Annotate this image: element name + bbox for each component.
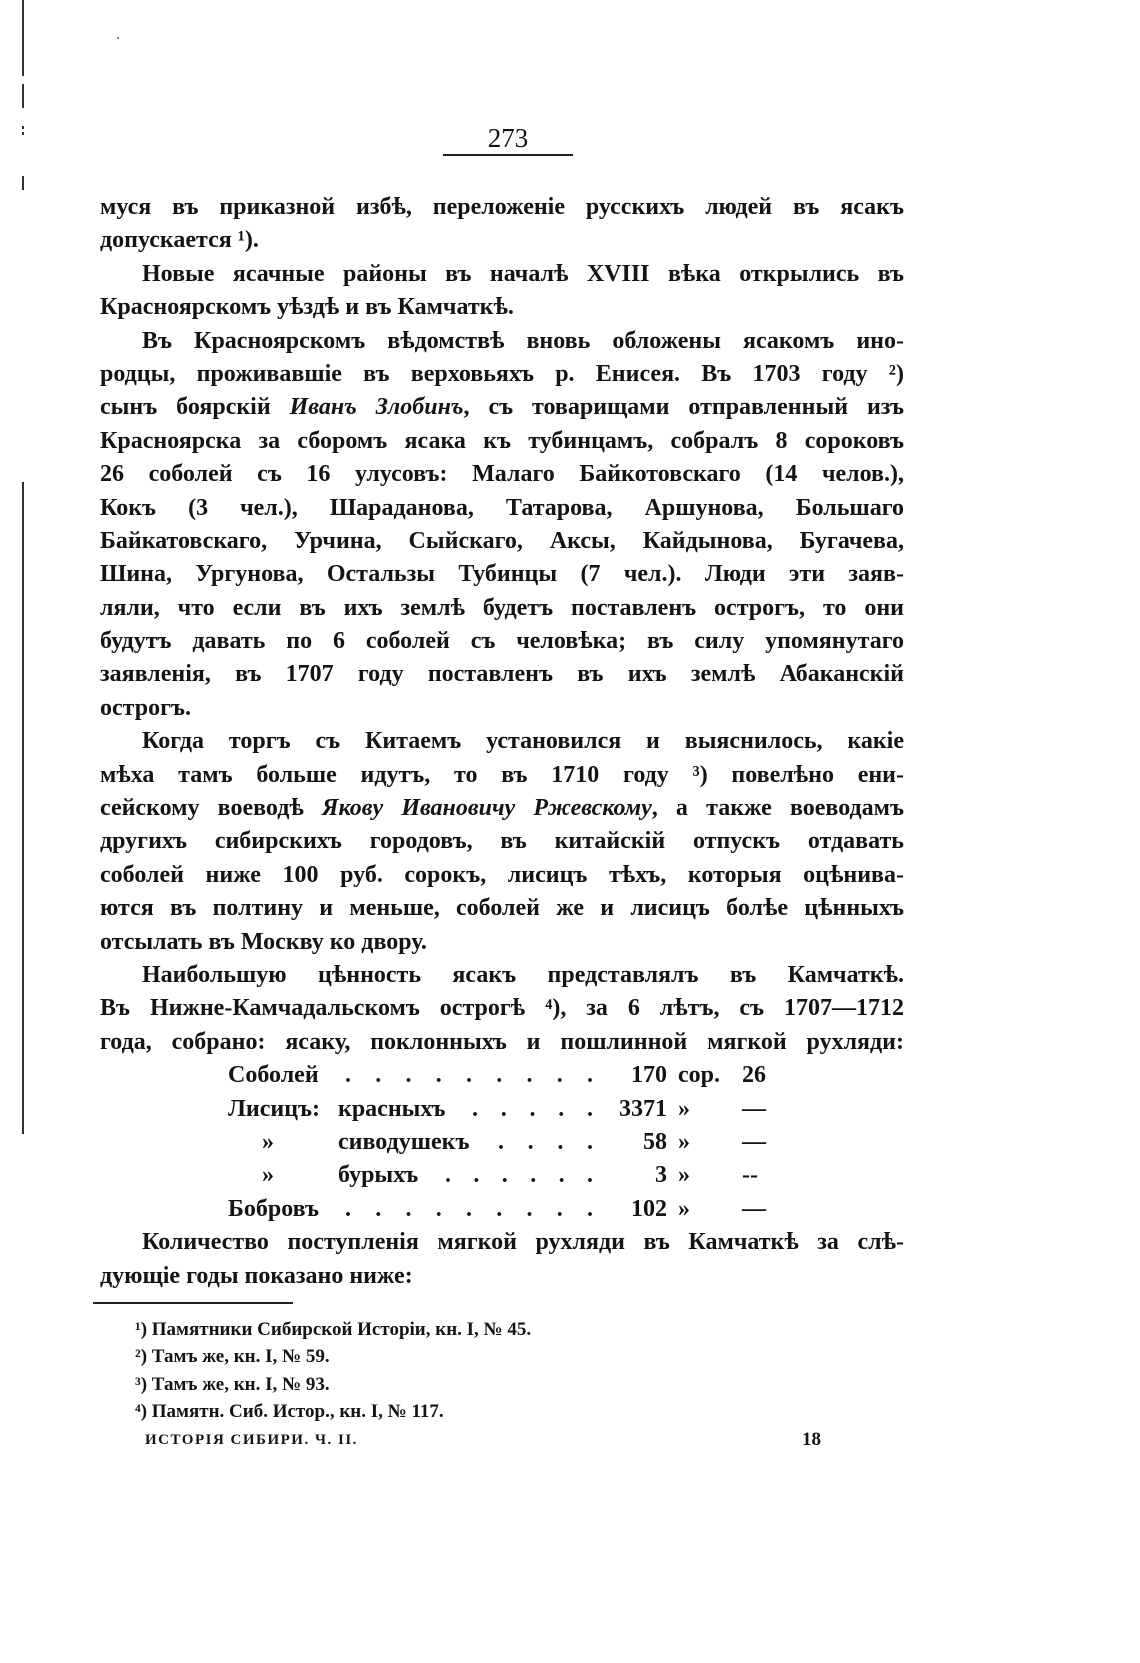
ledger-sublabel: красныхъ (338, 1095, 446, 1122)
ledger-extra: — (742, 1095, 766, 1122)
ledger-quantity: 102 (631, 1195, 667, 1222)
ledger-extra: 26 (742, 1062, 766, 1089)
text-line: Въ Нижне-Камчадальскомъ острогѣ ⁴), за 6 лѣтъ, съ 1707—1712 (100, 995, 904, 1022)
page-number: 273 (487, 123, 529, 153)
body-text (100, 191, 904, 1293)
ledger-unit: » (678, 1128, 690, 1155)
text-line: Кокъ (3 чел.), Шараданова, Татарова, Аршунова, Большаго (100, 494, 904, 521)
ledger-unit: сор. (678, 1062, 720, 1089)
text-line: ляли, что если въ ихъ землѣ будетъ поставленъ острогъ, то они (100, 594, 904, 621)
text-line: допускается ¹). (100, 227, 259, 254)
footnotes (135, 1316, 835, 1425)
scan-edge-mark (22, 0, 24, 76)
text-line: Наибольшую цѣнность ясакъ представлялъ въ Камчаткѣ. (142, 961, 904, 988)
footnote: ¹) Памятники Сибирской Исторіи, кн. I, № 45. (135, 1319, 532, 1340)
scan-speck (117, 37, 119, 39)
ledger-row (100, 1193, 904, 1226)
text-line: заявленія, въ 1707 году поставленъ въ ихъ землѣ Абаканскій (100, 661, 904, 688)
italic-name: Якову Ивановичу Ржевскому (321, 795, 652, 822)
text-segment: сейскому воеводѣ (100, 795, 322, 822)
text-line: Шина, Ургунова, Остальзы Тубинцы (7 чел.). Люди эти заяв- (100, 561, 904, 588)
text-line: отсылать въ Москву ко двору. (100, 928, 427, 955)
text-line: муся въ приказной избѣ, переложеніе русскихъ людей въ ясакъ (100, 194, 904, 220)
paragraph (100, 959, 904, 1059)
page-number-rule (443, 154, 573, 156)
scan-edge-mark (22, 176, 24, 190)
paragraph (100, 258, 904, 325)
text-line: Красноярскомъ уѣздѣ и въ Камчаткѣ. (100, 294, 514, 321)
ledger-unit: » (678, 1195, 690, 1222)
text-line: острогъ. (100, 694, 191, 721)
text-line (100, 792, 904, 825)
text-line: Въ Красноярскомъ вѣдомствѣ вновь обложены ясакомъ ино- (142, 327, 904, 354)
ledger-leader-dots: . . . . . . . . . (345, 1195, 593, 1222)
ledger-extra: -- (742, 1162, 758, 1189)
text-line: другихъ сибирскихъ городовъ, въ китайскій отпускъ отдавать (100, 828, 904, 855)
signature-title: ИСТОРІЯ СИБИРИ. Ч. II. (145, 1432, 358, 1448)
ledger-unit: » (678, 1162, 690, 1189)
scan-edge-mark (22, 482, 24, 1134)
ledger-sublabel: сиводушекъ (338, 1128, 470, 1155)
text-line: родцы, проживавшіе въ верховьяхъ р. Енисея. Въ 1703 году ²) (100, 360, 904, 387)
text-segment: , а также воеводамъ (651, 795, 904, 822)
footnote: ⁴) Памятн. Сиб. Истор., кн. I, № 117. (135, 1400, 444, 1422)
scan-edge-mark (22, 84, 24, 108)
ledger-row (100, 1159, 904, 1192)
ledger-label: Лисицъ: (228, 1095, 321, 1122)
ledger-unit: » (678, 1095, 690, 1122)
text-line: 26 соболей съ 16 улусовъ: Малаго Байкотовскаго (14 челов.), (100, 461, 904, 488)
text-segment: сынъ боярскій (100, 394, 290, 421)
ledger-extra: — (742, 1128, 766, 1155)
paragraph (100, 1226, 904, 1293)
text-line: года, собрано: ясаку, поклонныхъ и пошлинной мягкой рухляди: (100, 1028, 904, 1055)
paragraph (100, 325, 904, 726)
signature-sheet-number: 18 (802, 1429, 821, 1450)
text-line: дующіе годы показано ниже: (100, 1262, 413, 1289)
footnote-rule (93, 1302, 293, 1304)
ledger-quantity: 58 (643, 1128, 667, 1155)
ledger-label: » (262, 1162, 274, 1189)
italic-name: Иванъ Злобинъ (289, 394, 464, 421)
text-line: Количество поступленія мягкой рухляди въ Камчаткѣ за слѣ- (142, 1229, 904, 1256)
ledger-label: » (262, 1128, 274, 1155)
text-line: соболей ниже 100 руб. сорокъ, лисицъ тѣхъ, которыя оцѣнива- (100, 861, 904, 888)
text-line: Байкатовскаго, Урчина, Сыйскаго, Аксы, Кайдынова, Бугачева, (100, 527, 904, 554)
footnote: ²) Тамъ же, кн. I, № 59. (135, 1346, 330, 1368)
ledger-label: Соболей (228, 1062, 319, 1089)
text-line: Красноярска за сборомъ ясака къ тубинцамъ, собралъ 8 сороковъ (100, 427, 904, 454)
ledger-leader-dots: . . . . (498, 1128, 593, 1155)
ledger-quantity: 3 (655, 1162, 667, 1189)
paragraph (100, 725, 904, 959)
text-segment: , съ товарищами отправленный изъ (463, 394, 904, 421)
ledger-leader-dots: . . . . . (472, 1095, 593, 1122)
ledger-table (100, 1059, 904, 1226)
ledger-row (100, 1059, 904, 1092)
text-line (100, 391, 904, 424)
ledger-quantity: 170 (631, 1062, 667, 1089)
ledger-leader-dots: . . . . . . (445, 1162, 593, 1189)
footnote: ³) Тамъ же, кн. I, № 93. (135, 1373, 330, 1395)
ledger-extra: — (742, 1195, 766, 1222)
paragraph (100, 191, 904, 258)
ledger-sublabel: бурыхъ (338, 1162, 419, 1189)
text-line: мѣха тамъ больше идутъ, то въ 1710 году ³) повелѣно ени- (100, 761, 904, 788)
ledger-row (100, 1093, 904, 1126)
ledger-row (100, 1126, 904, 1159)
ledger-label: Бобровъ (228, 1195, 319, 1222)
text-line: Когда торгъ съ Китаемъ установился и выяснилось, какіе (142, 728, 904, 755)
scan-edge-mark (22, 126, 24, 138)
text-line: ются въ полтину и меньше, соболей же и лисицъ болѣе цѣнныхъ (100, 895, 904, 922)
text-line: будутъ давать по 6 соболей съ человѣка; въ силу упомянутаго (100, 628, 904, 655)
ledger-quantity: 3371 (619, 1095, 667, 1122)
text-line: Новые ясачные районы въ началѣ XVIII вѣка открылись въ (142, 260, 904, 287)
ledger-leader-dots: . . . . . . . . . (345, 1062, 593, 1089)
